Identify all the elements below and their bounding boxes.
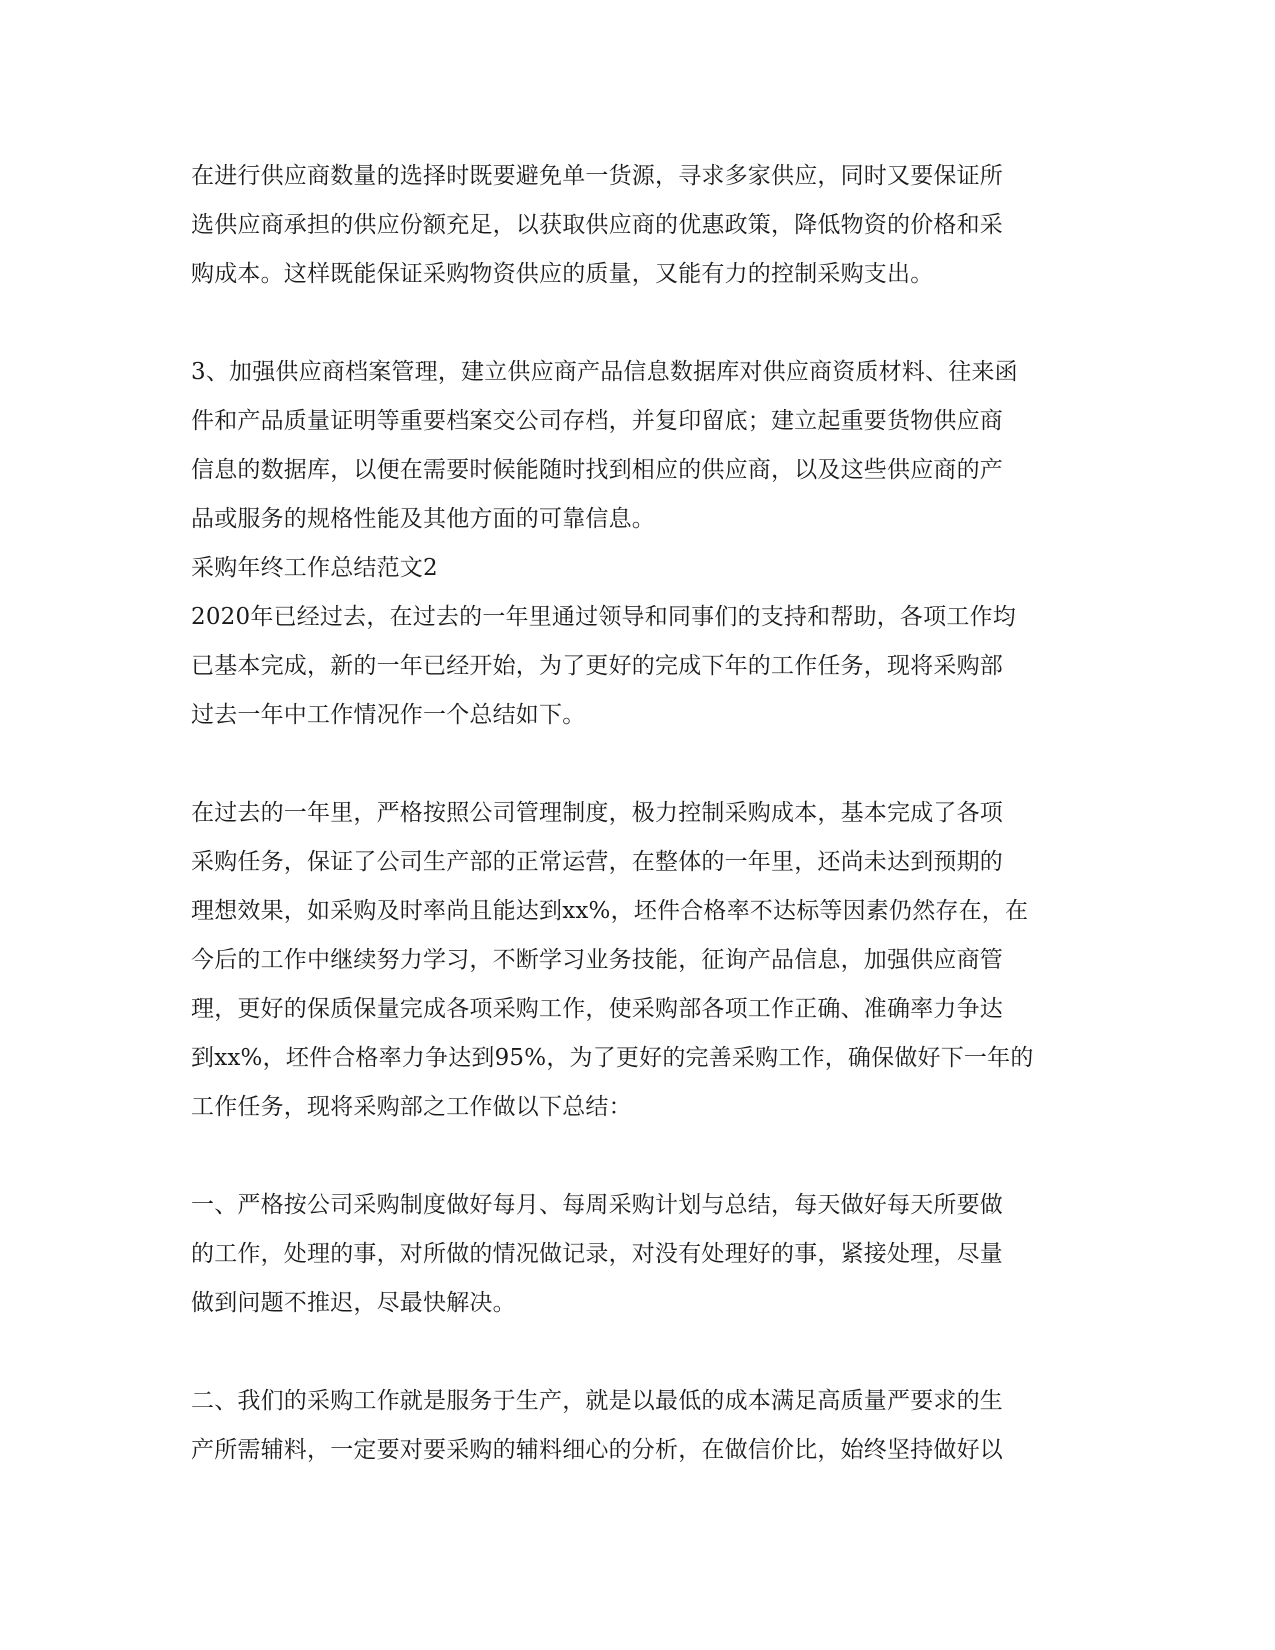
paragraph-gap bbox=[191, 1328, 1081, 1377]
text-line: 选供应商承担的供应份额充足，以获取供应商的优惠政策，降低物资的价格和采 bbox=[191, 212, 1003, 238]
text-line: 2020年已经过去，在过去的一年里通过领导和同事们的支持和帮助，各项工作均 bbox=[191, 604, 1016, 630]
text-line: 做到问题不推迟，尽最快解决。 bbox=[191, 1290, 516, 1316]
text-line: 理想效果，如采购及时率尚且能达到xx%，坯件合格率不达标等因素仍然存在，在 bbox=[191, 898, 1029, 924]
paragraph-point-two bbox=[191, 1377, 1081, 1475]
text-line: 品或服务的规格性能及其他方面的可靠信息。 bbox=[191, 506, 655, 532]
text-line: 在进行供应商数量的选择时既要避免单一货源，寻求多家供应，同时又要保证所 bbox=[191, 163, 1003, 189]
text-line: 件和产品质量证明等重要档案交公司存档，并复印留底；建立起重要货物供应商 bbox=[191, 408, 1003, 434]
text-line: 到xx%，坯件合格率力争达到95%，为了更好的完善采购工作，确保做好下一年的 bbox=[191, 1045, 1034, 1071]
paragraph-gap bbox=[191, 740, 1081, 789]
text-line: 在过去的一年里，严格按照公司管理制度，极力控制采购成本，基本完成了各项 bbox=[191, 800, 1003, 826]
text-line: 购成本。这样既能保证采购物资供应的质量，又能有力的控制采购支出。 bbox=[191, 261, 934, 287]
document-body bbox=[191, 152, 1081, 1475]
text-line: 理，更好的保质保量完成各项采购工作，使采购部各项工作正确、准确率力争达 bbox=[191, 996, 1003, 1022]
paragraph-intro bbox=[191, 593, 1081, 740]
text-line: 工作任务，现将采购部之工作做以下总结： bbox=[191, 1094, 632, 1120]
text-line: 过去一年中工作情况作一个总结如下。 bbox=[191, 702, 586, 728]
paragraph-supplier-archive bbox=[191, 348, 1081, 544]
text-line: 信息的数据库，以便在需要时候能随时找到相应的供应商，以及这些供应商的产 bbox=[191, 457, 1003, 483]
section-title: 采购年终工作总结范文2 bbox=[191, 555, 438, 581]
text-line: 已基本完成，新的一年已经开始，为了更好的完成下年的工作任务，现将采购部 bbox=[191, 653, 1003, 679]
text-line: 二、我们的采购工作就是服务于生产，就是以最低的成本满足高质量严要求的生 bbox=[191, 1388, 1003, 1414]
text-line: 产所需辅料，一定要对要采购的辅料细心的分析，在做信价比，始终坚持做好以 bbox=[191, 1437, 1003, 1463]
text-line: 一、严格按公司采购制度做好每月、每周采购计划与总结，每天做好每天所要做 bbox=[191, 1192, 1003, 1218]
paragraph-supplier-selection bbox=[191, 152, 1081, 299]
paragraph-point-one bbox=[191, 1181, 1081, 1328]
text-line: 3、加强供应商档案管理，建立供应商产品信息数据库对供应商资质材料、往来函 bbox=[191, 359, 1018, 385]
paragraph-annual-review bbox=[191, 789, 1081, 1132]
paragraph-gap bbox=[191, 1132, 1081, 1181]
paragraph-gap bbox=[191, 299, 1081, 348]
text-line: 采购任务，保证了公司生产部的正常运营，在整体的一年里，还尚未达到预期的 bbox=[191, 849, 1003, 875]
text-line: 的工作，处理的事，对所做的情况做记录，对没有处理好的事，紧接处理，尽量 bbox=[191, 1241, 1003, 1267]
text-line: 今后的工作中继续努力学习，不断学习业务技能，征询产品信息，加强供应商管 bbox=[191, 947, 1003, 973]
